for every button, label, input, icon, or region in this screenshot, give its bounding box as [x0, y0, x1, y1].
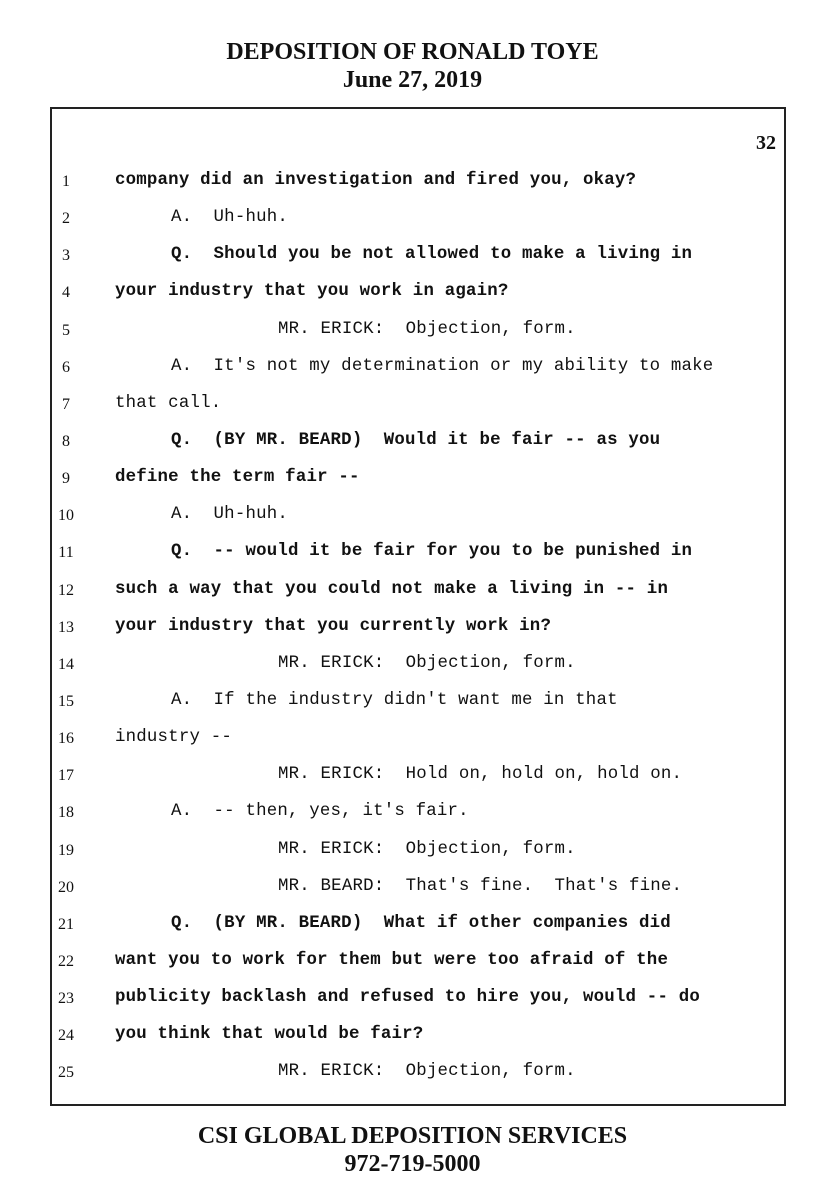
line-text: such a way that you could not make a living in -- in — [115, 579, 669, 599]
line-text: Q. (BY MR. BEARD) Would it be fair -- as you — [171, 430, 661, 450]
transcript-line — [0, 645, 825, 682]
line-text: A. Uh-huh. — [171, 505, 288, 525]
line-text: publicity backlash and refused to hire you, would -- do — [115, 988, 700, 1008]
transcript-line — [0, 831, 825, 868]
line-text: your industry that you work in again? — [115, 282, 509, 302]
line-number: 24 — [58, 1027, 74, 1045]
footer-phone: 972-719-5000 — [344, 1151, 481, 1177]
line-number: 20 — [58, 878, 74, 896]
transcript-line — [0, 273, 825, 310]
line-number: 16 — [58, 730, 74, 748]
line-number: 18 — [58, 804, 74, 822]
line-text: MR. ERICK: Objection, form. — [278, 319, 576, 339]
line-text: MR. ERICK: Hold on, hold on, hold on. — [278, 765, 683, 785]
document-footer — [0, 1122, 825, 1178]
line-text: industry -- — [115, 728, 232, 748]
transcript-line — [0, 979, 825, 1016]
line-text: Q. (BY MR. BEARD) What if other companies did — [171, 913, 671, 933]
line-text: Q. -- would it be fair for you to be punished in — [171, 542, 693, 562]
transcript-lines — [0, 162, 825, 1091]
transcript-line — [0, 719, 825, 756]
line-text: that call. — [115, 393, 222, 413]
transcript-line — [0, 459, 825, 496]
page-number: 32 — [756, 132, 776, 154]
line-number: 9 — [62, 470, 70, 488]
transcript-line — [0, 905, 825, 942]
line-number: 19 — [58, 841, 74, 859]
transcript-line — [0, 422, 825, 459]
transcript-line — [0, 756, 825, 793]
deposition-date: June 27, 2019 — [342, 67, 483, 93]
line-text: A. If the industry didn't want me in that — [171, 690, 618, 710]
document-header — [0, 38, 825, 94]
line-text: MR. ERICK: Objection, form. — [278, 839, 576, 859]
line-number: 8 — [62, 432, 70, 450]
line-number: 7 — [62, 395, 70, 413]
line-number: 15 — [58, 692, 74, 710]
line-number: 12 — [58, 581, 74, 599]
transcript-line — [0, 236, 825, 273]
line-number: 2 — [62, 210, 70, 228]
transcript-line — [0, 385, 825, 422]
line-number: 6 — [62, 358, 70, 376]
line-number: 13 — [58, 618, 74, 636]
footer-company: CSI GLOBAL DEPOSITION SERVICES — [197, 1123, 628, 1149]
line-text: MR. ERICK: Objection, form. — [278, 1062, 576, 1082]
line-text: company did an investigation and fired you, okay? — [115, 171, 637, 190]
transcript-line — [0, 682, 825, 719]
transcript-line — [0, 942, 825, 979]
transcript-line — [0, 533, 825, 570]
transcript-line — [0, 199, 825, 236]
line-text: Q. Should you be not allowed to make a living in — [171, 245, 693, 265]
line-number: 17 — [58, 767, 74, 785]
line-number: 5 — [62, 321, 70, 339]
transcript-line — [0, 868, 825, 905]
transcript-line — [0, 162, 825, 199]
line-text: define the term fair -- — [115, 468, 360, 488]
transcript-line — [0, 311, 825, 348]
line-text: MR. BEARD: That's fine. That's fine. — [278, 876, 683, 896]
line-text: A. Uh-huh. — [171, 208, 288, 228]
line-number: 21 — [58, 915, 74, 933]
line-number: 23 — [58, 990, 74, 1008]
line-text: A. -- then, yes, it's fair. — [171, 802, 469, 822]
line-number: 4 — [62, 284, 70, 302]
line-text: want you to work for them but were too afraid of the — [115, 950, 669, 970]
line-number: 22 — [58, 952, 74, 970]
line-number: 11 — [58, 544, 74, 562]
transcript-line — [0, 608, 825, 645]
transcript-line — [0, 1016, 825, 1053]
transcript-line — [0, 571, 825, 608]
transcript-line — [0, 348, 825, 385]
line-text: A. It's not my determination or my ability to make — [171, 356, 714, 376]
line-number: 3 — [62, 247, 70, 265]
line-number: 25 — [58, 1064, 74, 1082]
deposition-title: DEPOSITION OF RONALD TOYE — [226, 39, 599, 65]
line-text: your industry that you currently work in? — [115, 616, 552, 636]
transcript-line — [0, 1053, 825, 1090]
transcript-line — [0, 496, 825, 533]
line-number: 10 — [58, 507, 74, 525]
line-number: 14 — [58, 655, 74, 673]
line-text: you think that would be fair? — [115, 1025, 424, 1045]
line-text: MR. ERICK: Objection, form. — [278, 653, 576, 673]
transcript-line — [0, 793, 825, 830]
line-number: 1 — [62, 173, 70, 190]
